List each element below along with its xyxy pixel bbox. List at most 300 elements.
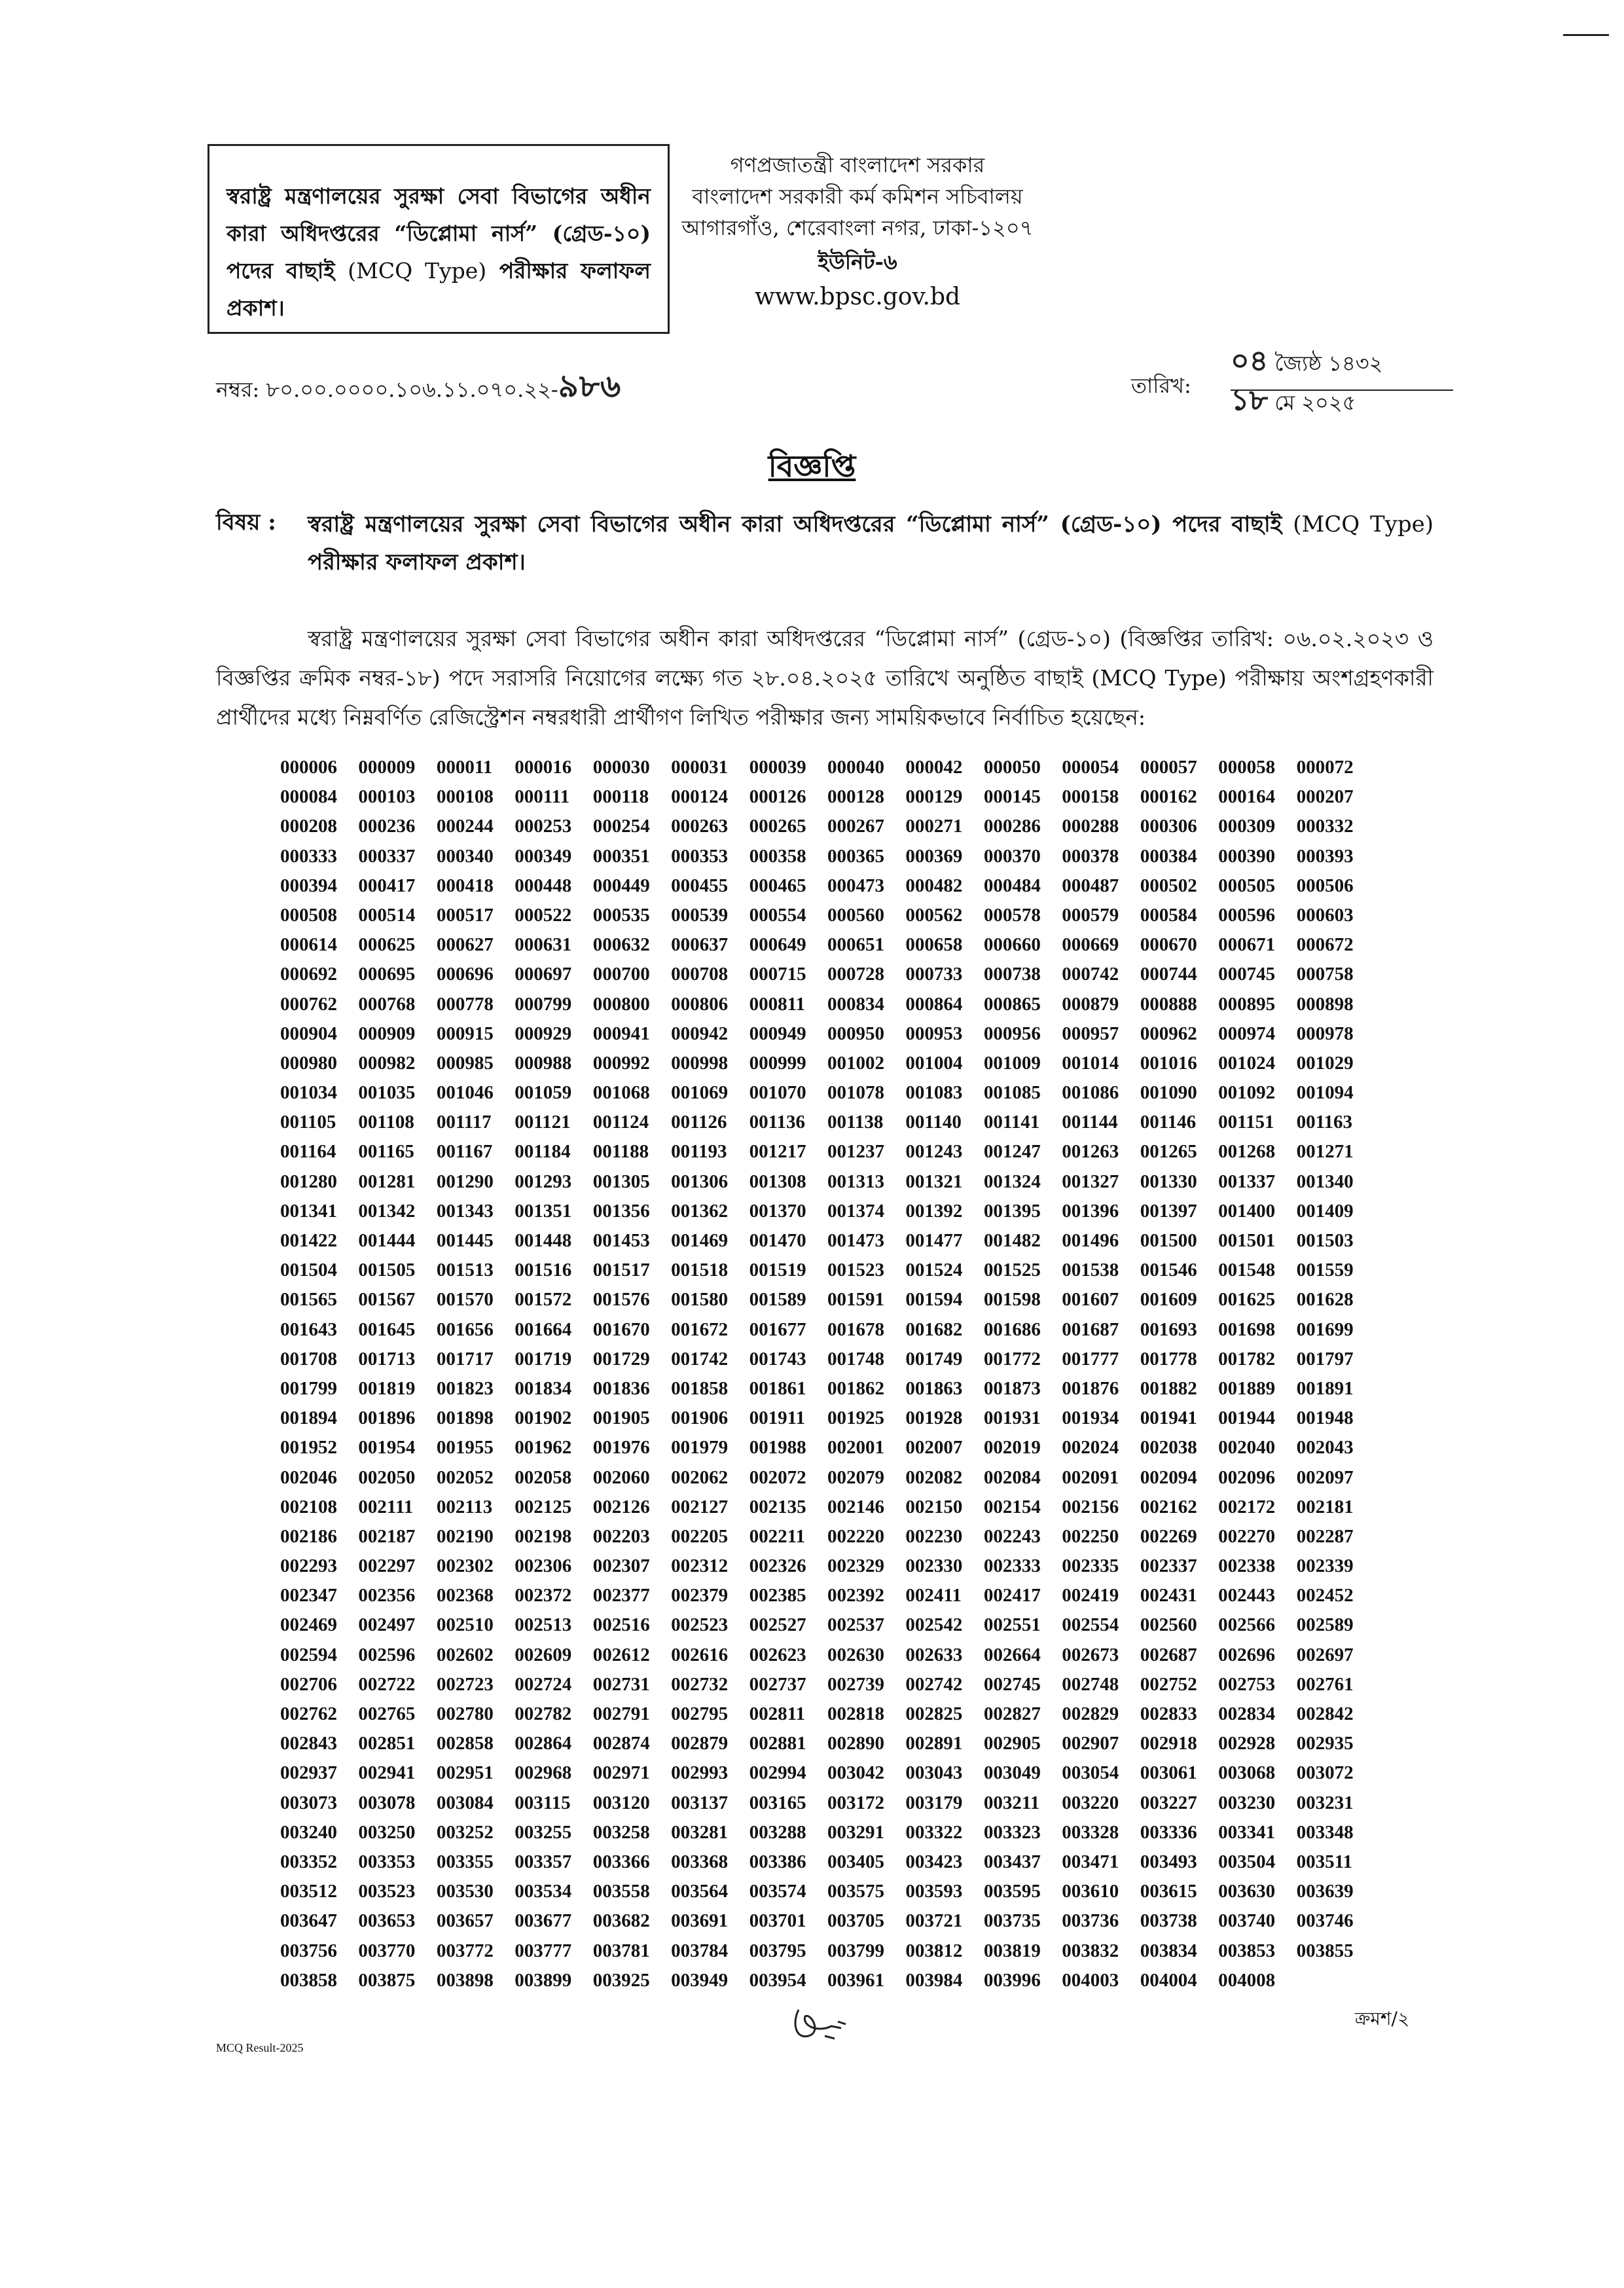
- registration-number: 000700: [592, 964, 650, 985]
- registration-number: 002372: [514, 1585, 572, 1607]
- registration-number: 002096: [1218, 1466, 1276, 1488]
- registration-number: 002297: [358, 1555, 416, 1577]
- registration-number: 000358: [749, 845, 806, 867]
- registration-number: 003165: [749, 1792, 806, 1813]
- registration-number: 001395: [983, 1200, 1041, 1222]
- registration-number: 002419: [1062, 1585, 1119, 1607]
- registration-number: 000365: [827, 845, 884, 867]
- registration-number: 002135: [749, 1496, 806, 1517]
- registration-number: 002937: [280, 1762, 337, 1784]
- registration-number: 002827: [983, 1703, 1041, 1724]
- registration-number: 000758: [1296, 964, 1354, 985]
- registration-number: 002818: [827, 1703, 884, 1724]
- registration-number: 000042: [905, 757, 963, 778]
- header-commission: বাংলাদেশ সরকারী কর্ম কমিশন সচিবালয়: [692, 184, 1023, 209]
- registration-number: 001645: [358, 1318, 416, 1340]
- registration-number: 001306: [671, 1171, 729, 1192]
- registration-number: 000236: [358, 816, 416, 837]
- registration-number: 001894: [280, 1407, 337, 1429]
- registration-number: 001341: [280, 1200, 337, 1222]
- registration-number: 001193: [671, 1141, 727, 1163]
- registration-number: 001263: [1062, 1141, 1119, 1163]
- registration-number: 000265: [749, 816, 806, 837]
- registration-number: 002918: [1140, 1733, 1197, 1754]
- registration-number: 002146: [827, 1496, 884, 1517]
- registration-number: 003961: [827, 1969, 884, 1991]
- registration-number: 003777: [514, 1940, 572, 1961]
- date-label: তারিখ:: [1131, 373, 1191, 398]
- registration-number: 001126: [671, 1112, 727, 1133]
- registration-number: 001469: [671, 1230, 729, 1251]
- registration-number: 001188: [592, 1141, 649, 1163]
- registration-number: 000614: [280, 934, 337, 956]
- registration-number: 003534: [514, 1881, 572, 1902]
- registration-number: 002739: [827, 1673, 884, 1695]
- registration-number: 000974: [1218, 1023, 1276, 1044]
- registration-number: 002542: [905, 1614, 963, 1636]
- registration-number: 002551: [983, 1614, 1041, 1636]
- registration-number: 001167: [436, 1141, 493, 1163]
- registration-number: 001268: [1218, 1141, 1276, 1163]
- registration-number: 000126: [749, 786, 806, 808]
- registration-number: 000508: [280, 904, 337, 926]
- registration-number: 003511: [1296, 1851, 1352, 1872]
- registration-number: 001217: [749, 1141, 806, 1163]
- registration-number: 003954: [749, 1969, 806, 1991]
- registration-number: 000895: [1218, 993, 1276, 1015]
- registration-number: 002527: [749, 1614, 806, 1636]
- registration-number: 001948: [1296, 1407, 1354, 1429]
- registration-number: 000118: [592, 786, 649, 808]
- registration-number: 003054: [1062, 1762, 1119, 1784]
- registration-number: 000309: [1218, 816, 1276, 837]
- registration-number: 002612: [592, 1644, 650, 1665]
- registration-number: 001928: [905, 1407, 963, 1429]
- registration-number: 002338: [1218, 1555, 1276, 1577]
- registration-number: 000660: [983, 934, 1041, 956]
- registration-number: 000768: [358, 993, 416, 1015]
- registration-number: 000799: [514, 993, 572, 1015]
- registration-number: 003523: [358, 1881, 416, 1902]
- registration-number: 002452: [1296, 1585, 1354, 1607]
- registration-number: 000715: [749, 964, 806, 985]
- registration-number: 002602: [436, 1644, 494, 1665]
- registration-number: 001448: [514, 1230, 572, 1251]
- registration-number: 000039: [749, 757, 806, 778]
- registration-number: 000956: [983, 1023, 1041, 1044]
- registration-number: 000978: [1296, 1023, 1354, 1044]
- registration-number: 002043: [1296, 1437, 1354, 1459]
- registration-number: 002706: [280, 1673, 337, 1695]
- registration-number: 001313: [827, 1171, 884, 1192]
- registration-number: 002469: [280, 1614, 337, 1636]
- registration-number: 002162: [1140, 1496, 1197, 1517]
- registration-number: 001861: [749, 1377, 806, 1399]
- registration-number: 002834: [1218, 1703, 1276, 1724]
- registration-number: 000449: [592, 875, 650, 896]
- registration-number: 000505: [1218, 875, 1276, 896]
- registration-number: 002723: [436, 1673, 494, 1695]
- registration-number: 003657: [436, 1910, 494, 1932]
- registration-number: 002748: [1062, 1673, 1119, 1695]
- registration-number: 002050: [358, 1466, 416, 1488]
- subject-text: [308, 505, 1434, 581]
- registration-number: 001863: [905, 1377, 963, 1399]
- registration-number: 002745: [983, 1673, 1041, 1695]
- registration-number: 002825: [905, 1703, 963, 1724]
- continued-note: ক্রমশ/২: [1355, 2008, 1410, 2029]
- registration-number: 001505: [358, 1260, 416, 1281]
- registration-number: 000879: [1062, 993, 1119, 1015]
- registration-number: 000128: [827, 786, 884, 808]
- registration-number: 001931: [983, 1407, 1041, 1429]
- registration-number: 001664: [514, 1318, 572, 1340]
- body-paragraph: স্বরাষ্ট্র মন্ত্রণালয়ের সুরক্ষা সেবা বিভাগের অধীন কারা অধিদপ্তরের “ডিপ্লোমা নার্স” (গ্রেড-১০) (বিজ্ঞপ্তির তারিখ: ০৬.০২.২০২৩ ও বিজ্ঞপ্তির ক্রমিক নম্বর-১৮) পদে সরাসরি নিয়োগের লক্ষ্যে গত ২৮.০৪.২০২৫ তারিখে অনুষ্ঠিত বাছাই (MCQ Type) পরীক্ষায় অংশগ্রহণকারী প্রার্থীদের মধ্যে নিম্নবর্ণিত রেজিস্ট্রেশন নম্বরধারী প্রার্থীগণ লিখিত পরীক্ষার জন্য সাময়িকভাবে নির্বাচিত হয়েছেন:: [216, 626, 1434, 730]
- registration-number: 003252: [436, 1821, 494, 1843]
- registration-number: 001672: [671, 1318, 729, 1340]
- registration-number: 001305: [592, 1171, 650, 1192]
- registration-number: 003137: [671, 1792, 729, 1813]
- registration-number: 000031: [671, 757, 729, 778]
- registration-number: 001397: [1140, 1200, 1197, 1222]
- registration-number: 000695: [358, 964, 416, 985]
- registration-number: 000162: [1140, 786, 1197, 808]
- registration-number: 002072: [749, 1466, 806, 1488]
- registration-number: 003230: [1218, 1792, 1276, 1813]
- signature: [785, 1990, 857, 2049]
- registration-number: 001525: [983, 1260, 1041, 1281]
- registration-number: 001713: [358, 1348, 416, 1370]
- registration-number: 002890: [827, 1733, 884, 1754]
- registration-number: 002633: [905, 1644, 963, 1665]
- registration-number: 000390: [1218, 845, 1276, 867]
- registration-number: 003172: [827, 1792, 884, 1813]
- registration-number: 001699: [1296, 1318, 1354, 1340]
- registration-number: 002230: [905, 1525, 963, 1547]
- subject-box-text-1: স্বরাষ্ট্র মন্ত্রণালয়ের সুরক্ষা সেবা বিভাগের অধীন কারা অধিদপ্তরের “ডিপ্লোমা নার্স” (গ্রেড-১০) পদের বাছাই: [226, 183, 651, 283]
- registration-number: 003227: [1140, 1792, 1197, 1813]
- registration-number: 000009: [358, 757, 416, 778]
- registration-number: 000254: [592, 816, 650, 837]
- registration-number: 003736: [1062, 1910, 1119, 1932]
- registration-number: 003423: [905, 1851, 963, 1872]
- registration-number: 001092: [1218, 1082, 1276, 1104]
- registration-number: 003357: [514, 1851, 572, 1872]
- registration-number: 002795: [671, 1703, 729, 1724]
- registration-number: 001594: [905, 1289, 963, 1311]
- registration-number: 001889: [1218, 1377, 1276, 1399]
- registration-number: 002497: [358, 1614, 416, 1636]
- registration-number: 000980: [280, 1052, 337, 1074]
- registration-number: 003042: [827, 1762, 884, 1784]
- registration-number: 001342: [358, 1200, 416, 1222]
- registration-number: 001749: [905, 1348, 963, 1370]
- registration-number: 002417: [983, 1585, 1041, 1607]
- registration-number: 002993: [671, 1762, 729, 1784]
- registration-number: 002126: [592, 1496, 650, 1517]
- registration-number: 001330: [1140, 1171, 1197, 1192]
- registration-number: 001265: [1140, 1141, 1197, 1163]
- registration-number: 003291: [827, 1821, 884, 1843]
- registration-number: 001444: [358, 1230, 416, 1251]
- registration-number: 000484: [983, 875, 1041, 896]
- registration-number: 000207: [1296, 786, 1354, 808]
- registration-number: 001034: [280, 1082, 337, 1104]
- registration-number: 000084: [280, 786, 337, 808]
- registration-number: 001004: [905, 1052, 963, 1074]
- registration-number: 001625: [1218, 1289, 1276, 1311]
- header-website: www.bpsc.gov.bd: [754, 283, 961, 310]
- registration-number: 002510: [436, 1614, 494, 1636]
- registration-number: 003770: [358, 1940, 416, 1961]
- registration-number: 001392: [905, 1200, 963, 1222]
- registration-number: 002843: [280, 1733, 337, 1754]
- registration-number: 002928: [1218, 1733, 1276, 1754]
- registration-number: 003061: [1140, 1762, 1197, 1784]
- registration-number: 004008: [1218, 1969, 1276, 1991]
- registration-number: 003179: [905, 1792, 963, 1813]
- registration-number: 002172: [1218, 1496, 1276, 1517]
- registration-number: 001086: [1062, 1082, 1119, 1104]
- registration-number: 000072: [1296, 757, 1354, 778]
- registration-number: 000016: [514, 757, 572, 778]
- registration-number: 000448: [514, 875, 572, 896]
- registration-number: 000164: [1218, 786, 1276, 808]
- registration-number: 001777: [1062, 1348, 1119, 1370]
- registration-number: 003231: [1296, 1792, 1354, 1813]
- registration-number: 000998: [671, 1052, 729, 1074]
- registration-number: 002516: [592, 1614, 650, 1636]
- registration-number: 002523: [671, 1614, 729, 1636]
- registration-number: 002829: [1062, 1703, 1119, 1724]
- registration-number: 000834: [827, 993, 884, 1015]
- registration-number: 002052: [436, 1466, 494, 1488]
- registration-number: 003647: [280, 1910, 337, 1932]
- registration-number: 001343: [436, 1200, 494, 1222]
- registration-number: 003756: [280, 1940, 337, 1961]
- date-english: [1231, 378, 1356, 426]
- registration-number: 003368: [671, 1851, 729, 1872]
- registration-number: 002385: [749, 1585, 806, 1607]
- registration-number: 002270: [1218, 1525, 1276, 1547]
- registration-number: 003834: [1140, 1940, 1197, 1961]
- registration-number: 003832: [1062, 1940, 1119, 1961]
- subject-text-latin: (MCQ Type): [1293, 511, 1434, 537]
- registration-number: 001085: [983, 1082, 1041, 1104]
- registration-number: 003328: [1062, 1821, 1119, 1843]
- registration-number: 001628: [1296, 1289, 1354, 1311]
- registration-number: 003615: [1140, 1881, 1197, 1902]
- registration-number: 002040: [1218, 1437, 1276, 1459]
- registration-number: 001083: [905, 1082, 963, 1104]
- registration-number: 002091: [1062, 1466, 1119, 1488]
- registration-number: 000658: [905, 934, 963, 956]
- registration-number: 000584: [1140, 904, 1197, 926]
- registration-number: 000632: [592, 934, 650, 956]
- registration-number: 002537: [827, 1614, 884, 1636]
- registration-number: 001516: [514, 1260, 572, 1281]
- registration-number: 003072: [1296, 1762, 1354, 1784]
- registration-number: 002724: [514, 1673, 572, 1695]
- registration-number: 002392: [827, 1585, 884, 1607]
- registration-number: 003819: [983, 1940, 1041, 1961]
- registration-number: 002513: [514, 1614, 572, 1636]
- registration-number: 003043: [905, 1762, 963, 1784]
- registration-number: 001524: [905, 1260, 963, 1281]
- registration-number: 003220: [1062, 1792, 1119, 1813]
- registration-number: 003740: [1218, 1910, 1276, 1932]
- registration-number: 002780: [436, 1703, 494, 1724]
- registration-number: 002879: [671, 1733, 729, 1754]
- registration-number: 000129: [905, 786, 963, 808]
- registration-number: 002411: [905, 1585, 962, 1607]
- registration-number: 001094: [1296, 1082, 1354, 1104]
- notice-title: বিজ্ঞপ্তি: [768, 448, 856, 484]
- registration-number: 001934: [1062, 1407, 1119, 1429]
- registration-number: 003691: [671, 1910, 729, 1932]
- registration-number: 001108: [358, 1112, 414, 1133]
- registration-number: 001141: [983, 1112, 1040, 1133]
- registration-number: 001500: [1140, 1230, 1197, 1251]
- registration-number: 001519: [749, 1260, 806, 1281]
- registration-number: 000286: [983, 816, 1041, 837]
- registration-number: 001729: [592, 1348, 650, 1370]
- registration-number: 001136: [749, 1112, 805, 1133]
- registration-number: 001834: [514, 1377, 572, 1399]
- registration-number: 001029: [1296, 1052, 1354, 1074]
- registration-number: 003068: [1218, 1762, 1276, 1784]
- registration-number: 003281: [671, 1821, 729, 1843]
- registration-number: 001237: [827, 1141, 884, 1163]
- registration-number: 002019: [983, 1437, 1041, 1459]
- registration-number: 000473: [827, 875, 884, 896]
- registration-number: 002791: [592, 1703, 650, 1724]
- registration-number: 001070: [749, 1082, 806, 1104]
- registration-number: 000562: [905, 904, 963, 926]
- registration-number: 001607: [1062, 1289, 1119, 1311]
- registration-number: 001184: [514, 1141, 571, 1163]
- registration-number: 002377: [592, 1585, 650, 1607]
- registration-number: 000806: [671, 993, 729, 1015]
- registration-number: 001823: [436, 1377, 494, 1399]
- registration-number: 001836: [592, 1377, 650, 1399]
- registration-number: 001876: [1062, 1377, 1119, 1399]
- registration-number: 001293: [514, 1171, 572, 1192]
- registration-number: 001896: [358, 1407, 416, 1429]
- registration-number: 001470: [749, 1230, 806, 1251]
- registration-number: 001548: [1218, 1260, 1276, 1281]
- registration-number: 000369: [905, 845, 963, 867]
- registration-number: 003250: [358, 1821, 416, 1843]
- registration-number: 003853: [1218, 1940, 1276, 1961]
- registration-number: 003366: [592, 1851, 650, 1872]
- registration-number: 003558: [592, 1881, 650, 1902]
- registration-number: 001906: [671, 1407, 729, 1429]
- registration-number: 002150: [905, 1496, 963, 1517]
- registration-number: 002062: [671, 1466, 729, 1488]
- registration-number: 000898: [1296, 993, 1354, 1015]
- registration-number: 000949: [749, 1023, 806, 1044]
- registration-number: 000145: [983, 786, 1041, 808]
- registration-number: 002616: [671, 1644, 729, 1665]
- registration-number: 000208: [280, 816, 337, 837]
- registration-number: 001002: [827, 1052, 884, 1074]
- registration-number: 001882: [1140, 1377, 1197, 1399]
- registration-number: 000522: [514, 904, 572, 926]
- registration-number: 003115: [514, 1792, 571, 1813]
- registration-number: 000742: [1062, 964, 1119, 985]
- registration-number: 001523: [827, 1260, 884, 1281]
- registration-number: 000465: [749, 875, 806, 896]
- registration-number: 003575: [827, 1881, 884, 1902]
- registration-number: 002858: [436, 1733, 494, 1754]
- registration-number: 000306: [1140, 816, 1197, 837]
- registration-number: 003120: [592, 1792, 650, 1813]
- registration-number: 003875: [358, 1969, 416, 1991]
- registration-number: 001400: [1218, 1200, 1276, 1222]
- registration-number: 000578: [983, 904, 1041, 926]
- registration-number: 002737: [749, 1673, 806, 1695]
- subject-box: [208, 144, 670, 334]
- registration-number: 001743: [749, 1348, 806, 1370]
- registration-number: 002312: [671, 1555, 729, 1577]
- registration-number: 001911: [749, 1407, 805, 1429]
- registration-number: 001035: [358, 1082, 416, 1104]
- registration-number: 003211: [983, 1792, 1040, 1813]
- registration-number: 001954: [358, 1437, 416, 1459]
- registration-number: 003078: [358, 1792, 416, 1813]
- registration-number: 002339: [1296, 1555, 1354, 1577]
- registration-number: 002302: [436, 1555, 494, 1577]
- registration-number: 001340: [1296, 1171, 1354, 1192]
- registration-number: 004004: [1140, 1969, 1197, 1991]
- signature-scribble: [785, 1990, 857, 2049]
- registration-number: 001719: [514, 1348, 572, 1370]
- registration-number: 001518: [671, 1260, 729, 1281]
- registration-number: 002833: [1140, 1703, 1197, 1724]
- registration-number: 001517: [592, 1260, 650, 1281]
- registration-number: 002673: [1062, 1644, 1119, 1665]
- registration-number: 002326: [749, 1555, 806, 1577]
- registration-number: 001247: [983, 1141, 1041, 1163]
- registration-number: 001321: [905, 1171, 963, 1192]
- registration-number: 000800: [592, 993, 650, 1015]
- registration-number: 003610: [1062, 1881, 1119, 1902]
- registration-number: 001370: [749, 1200, 806, 1222]
- registration-number: 000672: [1296, 934, 1354, 956]
- registration-number: 002379: [671, 1585, 729, 1607]
- registration-number: 000050: [983, 757, 1041, 778]
- registration-number: 001670: [592, 1318, 650, 1340]
- registration-number: 000340: [436, 845, 494, 867]
- registration-number: 002762: [280, 1703, 337, 1724]
- registration-number: 001046: [436, 1082, 494, 1104]
- registration-number: 002697: [1296, 1644, 1354, 1665]
- registration-number: 002782: [514, 1703, 572, 1724]
- registration-number: 001944: [1218, 1407, 1276, 1429]
- registration-number: 000417: [358, 875, 416, 896]
- registration-number: 003353: [358, 1851, 416, 1872]
- registration-number: 001362: [671, 1200, 729, 1222]
- registration-number: 001271: [1296, 1141, 1354, 1163]
- registration-number: 001976: [592, 1437, 650, 1459]
- registration-number: 001988: [749, 1437, 806, 1459]
- registration-number: 001059: [514, 1082, 572, 1104]
- registration-number: 000455: [671, 875, 729, 896]
- registration-number: 001473: [827, 1230, 884, 1251]
- registration-number: 001572: [514, 1289, 572, 1311]
- registration-number: 002589: [1296, 1614, 1354, 1636]
